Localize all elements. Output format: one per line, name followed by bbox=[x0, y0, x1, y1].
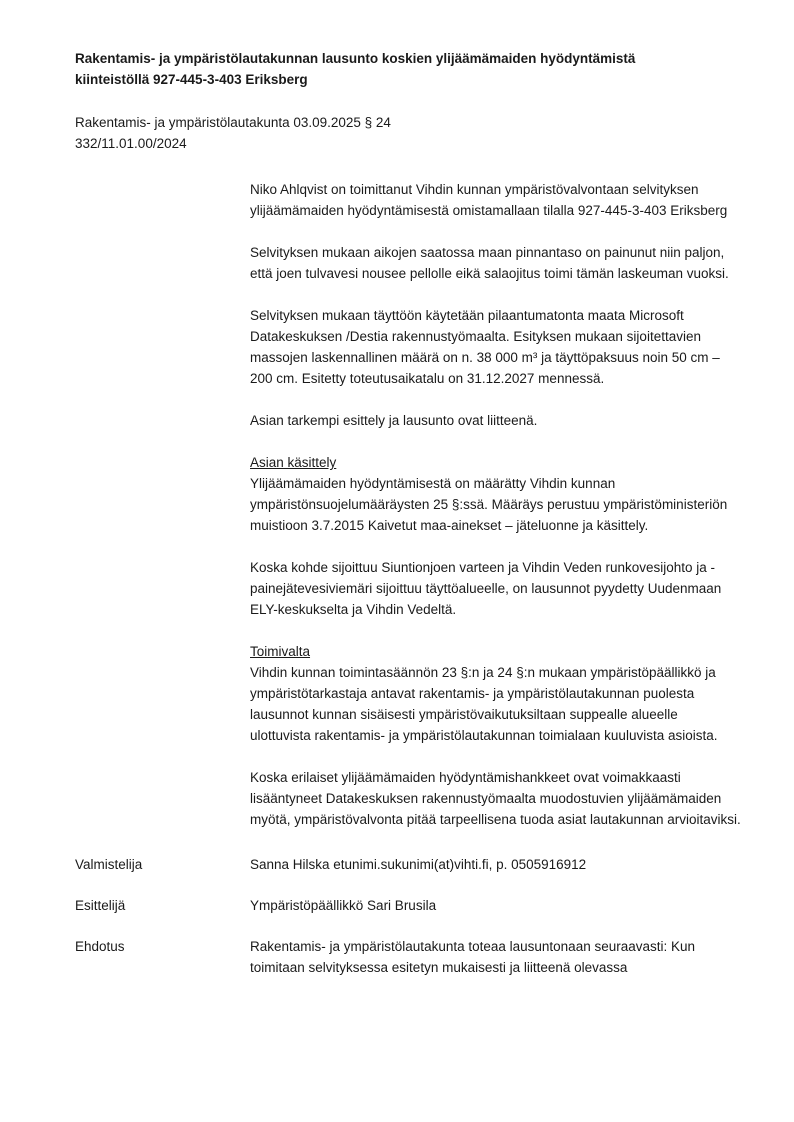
section-heading-toimivalta: Toimivalta bbox=[250, 644, 311, 659]
footer-value-esittelija: Ympäristöpäällikkö Sari Brusila bbox=[250, 898, 437, 913]
document-body bbox=[250, 179, 742, 830]
paragraph-subsidence: Selvityksen mukaan aikojen saatossa maan pinnantaso on painunut niin paljon, että joen tulvavesi nousee pellolle eikä salaojitus toimi tämän laskeuman vuoksi. bbox=[250, 245, 729, 281]
footer-value-valmistelija: Sanna Hilska etunimi.sukunimi(at)vihti.fi, p. 0505916912 bbox=[250, 857, 587, 872]
paragraph-regulations: Ylijäämämaiden hyödyntämisestä on määrätty Vihdin kunnan ympäristönsuojelumääräysten 25 §:ssä. Määräys perustuu ympäristöministeriön muistioon 3.7.2015 Kaivetut maa-ainekset – jäteluonne ja käsittely. bbox=[250, 476, 728, 533]
paragraph-statements-requested: Koska kohde sijoittuu Siuntionjoen varteen ja Vihdin Veden runkovesijohto ja -painejätevesiviemäri sijoittuu täyttöalueelle, on lausunnot pyydetty Uudenmaan ELY-keskukselta ja Vihdin Vedeltä. bbox=[250, 560, 722, 617]
board-and-date: Rakentamis- ja ympäristölautakunta 03.09.2025 § 24 bbox=[75, 115, 391, 130]
footer-label-valmistelija: Valmistelija bbox=[75, 857, 143, 872]
paragraph-fill-material: Selvityksen mukaan täyttöön käytetään pilaantumatonta maata Microsoft Datakeskuksen /Destia rakennustyömaalta. Esityksen mukaan sijoitettavien massojen laskennallinen määrä on n. 38 000 m³ ja täyttöpaksuus noin 50 cm – 200 cm. Esitetty toteutusaikatalu on 31.12.2027 mennessä. bbox=[250, 308, 720, 386]
document-title-line-1: Rakentamis- ja ympäristölautakunnan lausunto koskien ylijäämämaiden hyödyntämistä bbox=[75, 51, 636, 66]
footer-row-ehdotus bbox=[75, 936, 737, 978]
diary-number: 332/11.01.00/2024 bbox=[75, 136, 187, 151]
paragraph-submission: Niko Ahlqvist on toimittanut Vihdin kunnan ympäristövalvontaan selvityksen ylijäämämaiden hyödyntämisestä omistamallaan tilalla 927-445-3-403 Eriksberg bbox=[250, 182, 728, 218]
footer-row-valmistelija bbox=[75, 854, 737, 875]
paragraph-authority: Vihdin kunnan toimintasäännön 23 §:n ja 24 §:n mukaan ympäristöpäällikkö ja ympäristötarkastaja antavat rakentamis- ja ympäristölautakunnan puolesta lausunnot kunnan sisäisesti ympäristövaikutuksiltaan suppealle alueelle ulottuvista rakentamis- ja ympäristölautakunnan toimialaan kuuluvista asioista. bbox=[250, 665, 718, 743]
paragraph-attachment-note: Asian tarkempi esittely ja lausunto ovat liitteenä. bbox=[250, 413, 538, 428]
document-footer bbox=[75, 854, 737, 978]
section-heading-asian-kasittely: Asian käsittely bbox=[250, 455, 337, 470]
footer-label-ehdotus: Ehdotus bbox=[75, 939, 125, 954]
document-meta bbox=[75, 112, 737, 154]
footer-value-ehdotus: Rakentamis- ja ympäristölautakunta toteaa lausuntonaan seuraavasti: Kun toimitaan selvityksessa esitetyn mukaisesti ja liitteenä olevassa bbox=[250, 939, 696, 975]
footer-label-esittelija: Esittelijä bbox=[75, 898, 126, 913]
document-title-line-2: kiinteistöllä 927-445-3-403 Eriksberg bbox=[75, 72, 308, 87]
document-title bbox=[75, 48, 737, 90]
paragraph-increased-projects: Koska erilaiset ylijäämämaiden hyödyntämishankkeet ovat voimakkaasti lisääntyneet Datakeskuksen rakennustyömaalta muodostuvien ylijäämämaiden myötä, ympäristövalvonta pitää tarpeellisena tuoda asiat lautakunnan arvioitaviksi. bbox=[250, 770, 741, 827]
footer-row-esittelija bbox=[75, 895, 737, 916]
